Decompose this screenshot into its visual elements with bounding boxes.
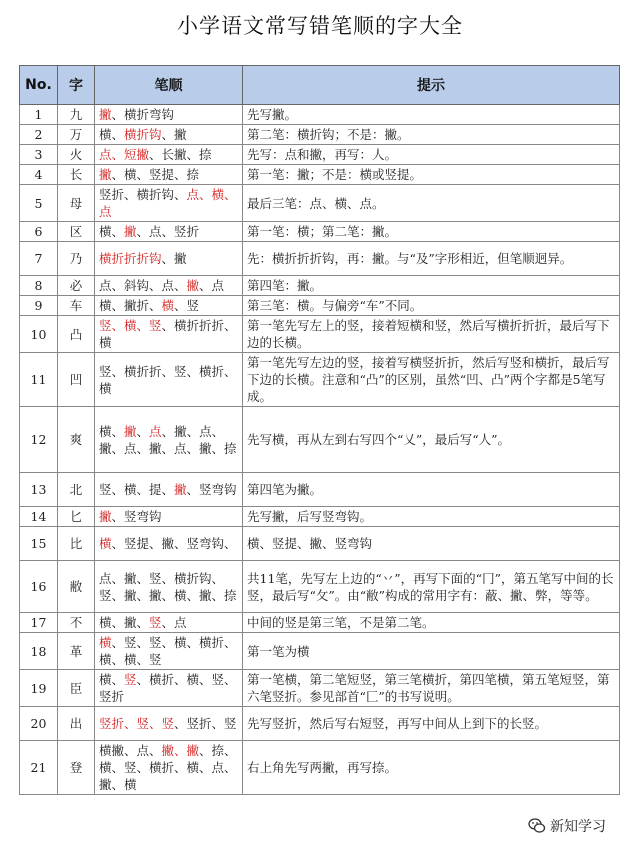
row-character: 敝	[58, 561, 95, 613]
row-number: 8	[20, 276, 58, 296]
stroke-text: 横、撇折、	[99, 298, 162, 313]
row-hint: 第四笔：撇。	[243, 276, 620, 296]
stroke-text: 、横折折折、横	[99, 318, 237, 350]
row-number: 19	[20, 670, 58, 707]
row-number: 3	[20, 145, 58, 165]
stroke-text: 横、	[99, 127, 125, 142]
stroke-highlight: 点	[149, 423, 162, 439]
header-no: No.	[20, 66, 58, 105]
stroke-text: 、撇、点、撇、点、撇、点、撇、捺	[99, 423, 237, 456]
row-hint: 中间的竖是第三笔，不是第二笔。	[243, 613, 620, 633]
stroke-highlight: 撇	[124, 423, 137, 439]
row-strokes	[95, 527, 243, 561]
row-hint: 先写横，再从左到右写四个“乂”，最后写“人”。	[243, 407, 620, 473]
row-hint: 先写：点和撇，再写：人。	[243, 145, 620, 165]
row-strokes	[95, 145, 243, 165]
table-row	[20, 707, 620, 741]
row-hint: 先：横折折折钩，再：撇。与“及”字形相近，但笔顺迥异。	[243, 242, 620, 276]
table-row	[20, 125, 620, 145]
row-character: 长	[58, 165, 95, 185]
row-strokes	[95, 613, 243, 633]
row-character: 登	[58, 741, 95, 795]
stroke-text: 点、撇、竖、横折钩、竖、撇、撇、横、撇、捺	[99, 570, 237, 603]
table-row	[20, 741, 620, 795]
row-strokes	[95, 670, 243, 707]
row-strokes	[95, 222, 243, 242]
stroke-highlight: 竖折、竖、竖	[99, 716, 175, 731]
stroke-highlight: 横折折折钩	[99, 251, 162, 266]
table-row	[20, 613, 620, 633]
row-hint: 先写撇，后写竖弯钩。	[243, 507, 620, 527]
stroke-text: 竖折、横折钩、	[99, 187, 187, 202]
row-hint: 先写撇。	[243, 105, 620, 125]
stroke-highlight: 竖	[124, 672, 137, 687]
row-strokes	[95, 473, 243, 507]
row-character: 出	[58, 707, 95, 741]
row-character: 凸	[58, 316, 95, 353]
row-number: 13	[20, 473, 58, 507]
row-number: 7	[20, 242, 58, 276]
row-strokes	[95, 242, 243, 276]
stroke-highlight: 撇	[186, 278, 200, 293]
row-strokes	[95, 185, 243, 222]
table-row	[20, 165, 620, 185]
table-row	[20, 185, 620, 222]
row-hint: 第三笔：横。与偏旁“车”不同。	[243, 296, 620, 316]
stroke-text: 横、	[99, 224, 125, 239]
row-hint: 第一笔：撇；不是：横或竖提。	[243, 165, 620, 185]
row-strokes	[95, 296, 243, 316]
row-number: 5	[20, 185, 58, 222]
row-character: 比	[58, 527, 95, 561]
table-row	[20, 527, 620, 561]
row-hint: 第二笔：横折钩；不是：撇。	[243, 125, 620, 145]
stroke-highlight: 撇	[124, 224, 137, 239]
stroke-highlight: 横	[99, 635, 112, 650]
row-number: 16	[20, 561, 58, 613]
row-strokes	[95, 407, 243, 473]
table-row	[20, 633, 620, 670]
table-row	[20, 353, 620, 407]
row-number: 21	[20, 741, 58, 795]
row-character: 车	[58, 296, 95, 316]
table-row	[20, 561, 620, 613]
stroke-highlight: 撇	[99, 509, 112, 524]
row-strokes	[95, 633, 243, 670]
row-hint: 共11笔，先写左上边的“丷”，再写下面的“冂”，第五笔写中间的长竖，最后写“攵”。由“敝”构成的常用字有：蔽、撇、弊，等等。	[243, 561, 620, 613]
stroke-highlight: 横	[99, 536, 112, 551]
stroke-order-table	[19, 65, 620, 795]
stroke-text: 横、撇、	[99, 615, 150, 630]
stroke-highlight: 点、短撇	[99, 147, 150, 162]
stroke-highlight: 竖	[149, 615, 162, 630]
stroke-text: 、撇	[161, 127, 187, 142]
table-row	[20, 407, 620, 473]
row-strokes	[95, 507, 243, 527]
stroke-text: 、竖提、撇、竖弯钩、	[111, 536, 237, 551]
row-strokes	[95, 741, 243, 795]
stroke-text: 、横折弯钩	[111, 107, 175, 122]
row-character: 匕	[58, 507, 95, 527]
stroke-text: 横撇、点、	[99, 743, 162, 758]
row-strokes	[95, 707, 243, 741]
row-character: 必	[58, 276, 95, 296]
row-number: 15	[20, 527, 58, 561]
row-character: 乃	[58, 242, 95, 276]
row-hint: 第一笔横，第二笔短竖，第三笔横折，第四笔横，第五笔短竖，第六笔竖折。参见部首“匚”的书写说明。	[243, 670, 620, 707]
table-row	[20, 507, 620, 527]
stroke-text: 、点	[161, 615, 187, 630]
table-row	[20, 316, 620, 353]
row-number: 6	[20, 222, 58, 242]
watermark	[528, 816, 606, 836]
stroke-highlight: 撇	[174, 482, 187, 497]
stroke-highlight: 竖、横、竖	[99, 318, 162, 333]
table-row	[20, 145, 620, 165]
stroke-highlight: 点、横、点	[99, 187, 237, 219]
row-hint: 横、竖提、撇、竖弯钩	[243, 527, 620, 561]
row-hint: 先写竖折，然后写右短竖，再写中间从上到下的长竖。	[243, 707, 620, 741]
stroke-highlight: 撇、撇	[161, 743, 200, 758]
stroke-highlight: 横折钩	[124, 127, 162, 142]
row-character: 凹	[58, 353, 95, 407]
row-character: 革	[58, 633, 95, 670]
row-number: 12	[20, 407, 58, 473]
table-row	[20, 296, 620, 316]
row-hint: 最后三笔：点、横、点。	[243, 185, 620, 222]
row-number: 1	[20, 105, 58, 125]
stroke-text: 、竖弯钩	[186, 482, 237, 497]
table-row	[20, 276, 620, 296]
row-character: 北	[58, 473, 95, 507]
table-row	[20, 242, 620, 276]
stroke-text: 、竖	[174, 298, 200, 313]
row-character: 爽	[58, 407, 95, 473]
stroke-text: 、撇	[161, 251, 187, 266]
row-strokes	[95, 561, 243, 613]
header-hint: 提示	[243, 66, 620, 105]
row-hint: 第一笔为横	[243, 633, 620, 670]
row-number: 11	[20, 353, 58, 407]
table-row	[20, 222, 620, 242]
row-character: 万	[58, 125, 95, 145]
row-number: 20	[20, 707, 58, 741]
header-strokes: 笔顺	[95, 66, 243, 105]
watermark-text: 新知学习	[550, 819, 606, 835]
row-number: 18	[20, 633, 58, 670]
row-hint: 第四笔为撇。	[243, 473, 620, 507]
stroke-text: 竖、横、提、	[99, 482, 175, 497]
stroke-text: 、竖、竖、横、横折、横、横、竖	[99, 635, 237, 667]
row-number: 4	[20, 165, 58, 185]
stroke-text: 竖、横折折、竖、横折、横	[99, 363, 237, 396]
row-strokes	[95, 353, 243, 407]
stroke-text: 、点、竖折	[136, 224, 200, 239]
stroke-text: 、点	[199, 278, 225, 293]
stroke-highlight: 撇	[99, 167, 112, 182]
table-row	[20, 473, 620, 507]
table-header-row	[20, 66, 620, 105]
row-strokes	[95, 276, 243, 296]
stroke-text: 、捺、横、竖、横折、横、点、撇、横	[99, 743, 237, 792]
row-number: 2	[20, 125, 58, 145]
stroke-text: 横、	[99, 423, 125, 439]
stroke-text: 、长撇、捺	[149, 147, 212, 162]
row-character: 不	[58, 613, 95, 633]
row-hint: 右上角先写两撇，再写捺。	[243, 741, 620, 795]
stroke-text: 横、	[99, 672, 125, 687]
row-number: 14	[20, 507, 58, 527]
row-character: 母	[58, 185, 95, 222]
row-character: 九	[58, 105, 95, 125]
row-strokes	[95, 316, 243, 353]
stroke-text: 、横折、横、竖、竖折	[99, 672, 237, 704]
row-number: 10	[20, 316, 58, 353]
row-character: 火	[58, 145, 95, 165]
row-strokes	[95, 165, 243, 185]
row-hint: 第一笔先写左上的竖，接着短横和竖，然后写横折折折，最后写下边的长横。	[243, 316, 620, 353]
row-hint: 第一笔先写左边的竖，接着写横竖折折，然后写竖和横折，最后写下边的长横。注意和“凸”的区别，虽然“凹、凸”两个字都是5笔写成。	[243, 353, 620, 407]
stroke-text: 、	[136, 423, 150, 439]
header-char: 字	[58, 66, 95, 105]
row-character: 臣	[58, 670, 95, 707]
stroke-highlight: 横	[161, 298, 175, 313]
stroke-text: 、横、竖提、捺	[111, 167, 200, 182]
stroke-text: 、竖弯钩	[111, 509, 162, 524]
row-character: 区	[58, 222, 95, 242]
row-number: 17	[20, 613, 58, 633]
table-row	[20, 105, 620, 125]
table-row	[20, 670, 620, 707]
stroke-highlight: 撇	[99, 107, 112, 122]
stroke-text: 点、斜钩、点、	[99, 278, 187, 293]
row-hint: 第一笔：横；第二笔：撇。	[243, 222, 620, 242]
row-number: 9	[20, 296, 58, 316]
row-strokes	[95, 105, 243, 125]
row-strokes	[95, 125, 243, 145]
stroke-text: 、竖折、竖	[174, 716, 237, 731]
page-title: 小学语文常写错笔顺的字大全	[177, 14, 463, 38]
wechat-icon	[528, 817, 546, 835]
